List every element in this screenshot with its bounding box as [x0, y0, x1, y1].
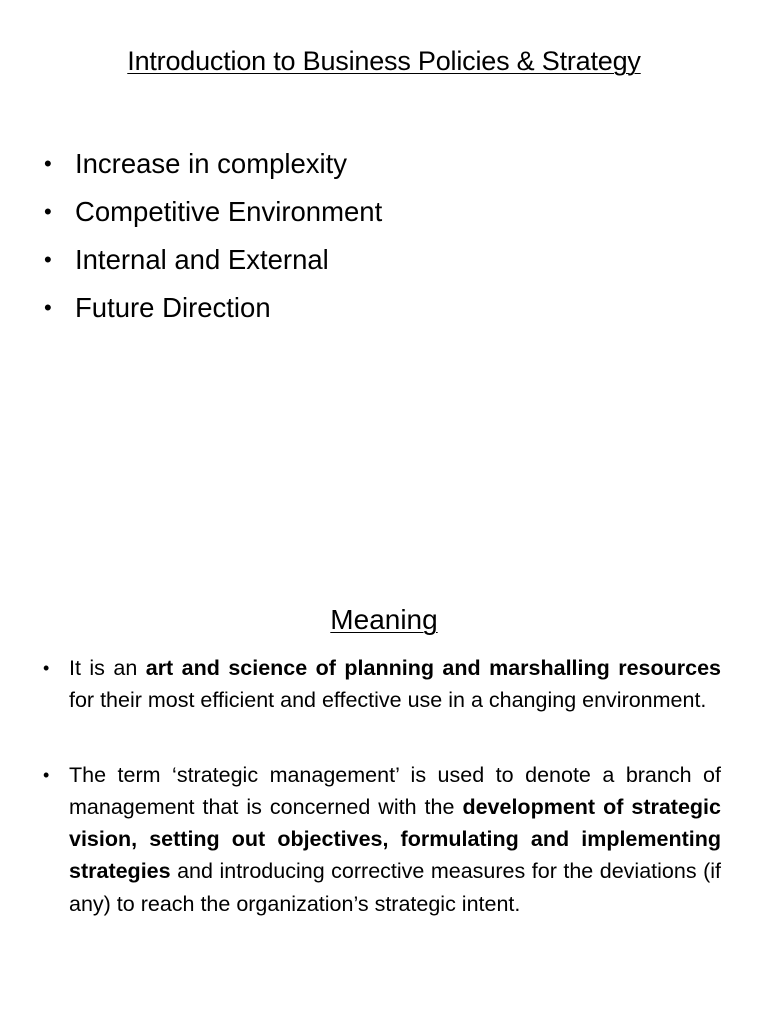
- paragraph-text-bold: art and science of planning and marshalling resources: [145, 656, 721, 680]
- paragraph-text-bold: development of strategic vision, setting out objectives, formulating and implementing strategies: [69, 794, 721, 884]
- bullet-icon: •: [44, 247, 52, 272]
- list-item: [44, 140, 724, 188]
- list-item: [43, 759, 721, 920]
- list-item: [44, 188, 724, 236]
- list-item-text: Internal and External: [75, 244, 329, 275]
- bullet-icon: •: [44, 295, 52, 320]
- list-item: [44, 236, 724, 284]
- slide-meaning: [0, 560, 768, 1024]
- bullet-icon: •: [43, 764, 50, 785]
- list-item-text: Future Direction: [75, 292, 271, 323]
- bullet-list: [43, 652, 721, 962]
- paragraph-text-post: for their most efficient and effective use in a changing environment.: [69, 688, 707, 713]
- bullet-icon: •: [44, 151, 52, 176]
- bullet-list: [44, 140, 724, 332]
- bullet-icon: •: [43, 658, 50, 678]
- list-item-text: Competitive Environment: [75, 196, 383, 227]
- paragraph-text-post: and introducing corrective measures for the deviations (if any) to reach the organization’s strategic intent.: [69, 859, 721, 916]
- slide-title: Introduction to Business Policies & Strategy: [127, 46, 641, 76]
- list-item: [43, 652, 721, 717]
- paragraph-text-pre: The term ‘strategic management’ is used to denote a branch of management that is concerned with the: [69, 762, 721, 819]
- list-item-text: Increase in complexity: [75, 148, 348, 179]
- paragraph-text-pre: It is an: [69, 656, 146, 680]
- bullet-icon: •: [44, 199, 52, 224]
- slide-title: Meaning: [330, 604, 438, 635]
- list-item: [44, 284, 724, 332]
